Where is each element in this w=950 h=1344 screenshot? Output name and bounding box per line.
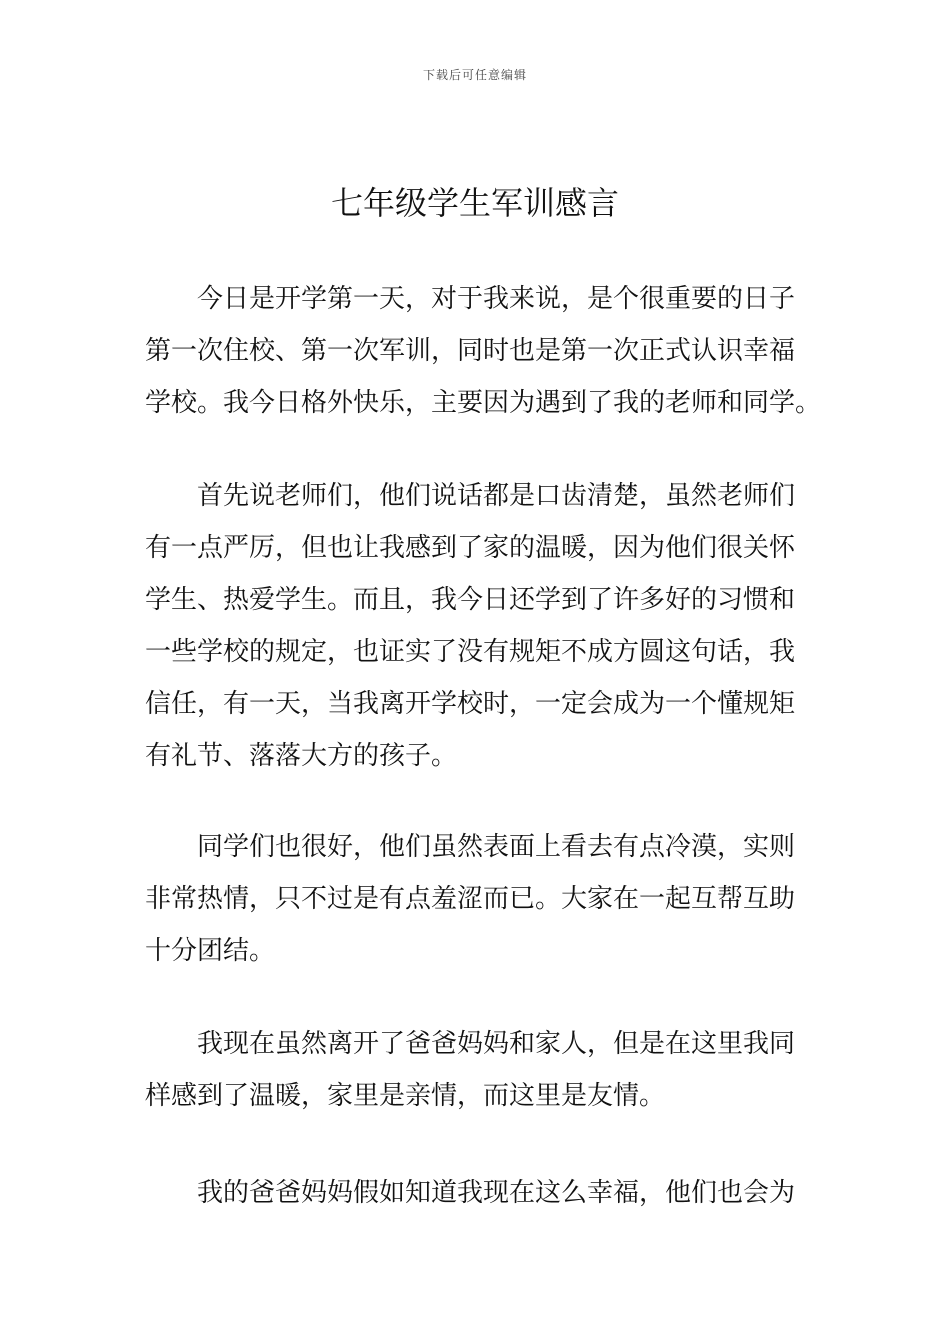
paragraph-line: 有礼节、落落大方的孩子。 <box>145 741 458 771</box>
paragraph-line: 同学们也很好，他们虽然表面上看去有点冷漠，实则 <box>197 832 796 862</box>
paragraph-line: 今日是开学第一天，对于我来说，是个很重要的日子 <box>197 284 796 314</box>
paragraph-line: 第一次住校、第一次军训，同时也是第一次正式认识幸福 <box>145 336 796 366</box>
paragraph-line: 我现在虽然离开了爸爸妈妈和家人，但是在这里我同 <box>197 1029 796 1059</box>
paragraph-line: 样感到了温暖，家里是亲情，而这里是友情。 <box>145 1081 666 1111</box>
document-title: 七年级学生军训感言 <box>330 184 619 222</box>
header-note: 下载后可任意编辑 <box>422 68 527 82</box>
paragraph-line: 信任，有一天，当我离开学校时，一定会成为一个懂规矩 <box>145 689 796 719</box>
paragraph-line: 我的爸爸妈妈假如知道我现在这么幸福，他们也会为 <box>197 1178 796 1208</box>
paragraph-line: 学生、热爱学生。而且，我今日还学到了许多好的习惯和 <box>145 585 796 615</box>
paragraph-line: 有一点严厉，但也让我感到了家的温暖，因为他们很关怀 <box>145 533 796 563</box>
paragraph-line: 十分团结。 <box>145 936 276 966</box>
paragraph-line: 一些学校的规定，也证实了没有规矩不成方圆这句话，我 <box>145 637 796 667</box>
paragraph-line: 学校。我今日格外快乐，主要因为遇到了我的老师和同学。 <box>145 388 822 418</box>
paragraph-line: 非常热情，只不过是有点羞涩而已。大家在一起互帮互助 <box>145 884 796 914</box>
paragraph-line: 首先说老师们，他们说话都是口齿清楚，虽然老师们 <box>197 481 796 511</box>
